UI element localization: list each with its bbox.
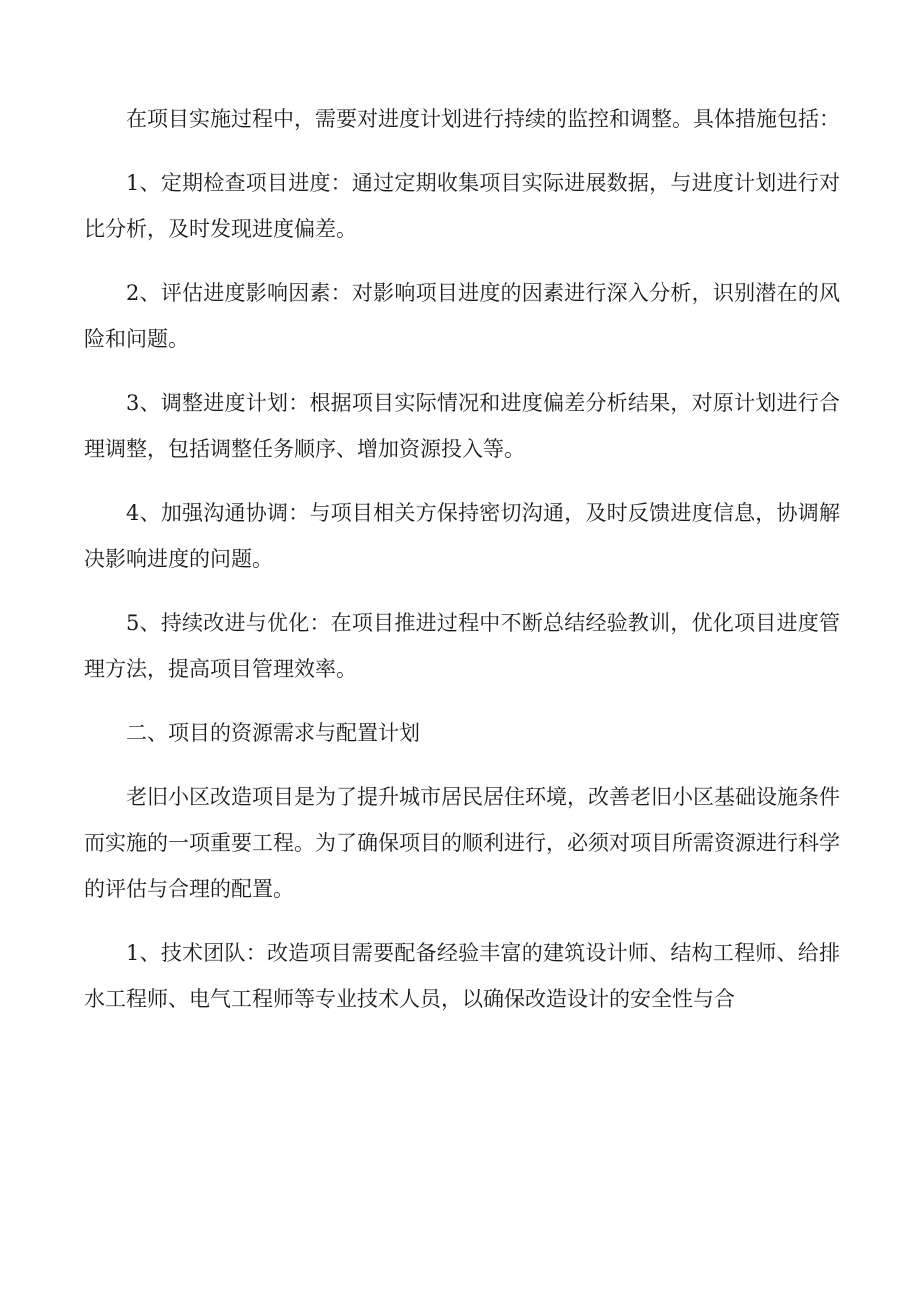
paragraph-item-2: 2、评估进度影响因素：对影响项目进度的因素进行深入分析，识别潜在的风险和问题。 (84, 281, 840, 351)
paragraph-item-4: 4、加强沟通协调：与项目相关方保持密切沟通，及时反馈进度信息，协调解决影响进度的问题。 (84, 501, 840, 571)
section-heading: 二、项目的资源需求与配置计划 (126, 721, 420, 745)
paragraph-item-1: 1、定期检查项目进度：通过定期收集项目实际进展数据，与进度计划进行对比分析，及时发现进度偏差。 (84, 171, 840, 241)
paragraph-intro: 在项目实施过程中，需要对进度计划进行持续的监控和调整。具体措施包括： (126, 107, 840, 131)
paragraph-section-intro: 老旧小区改造项目是为了提升城市居民居住环境，改善老旧小区基础设施条件而实施的一项重要工程。为了确保项目的顺利进行，必须对项目所需资源进行科学的评估与合理的配置。 (84, 785, 840, 901)
paragraph-section-item-1: 1、技术团队：改造项目需要配备经验丰富的建筑设计师、结构工程师、给排水工程师、电气工程师等专业技术人员，以确保改造设计的安全性与合 (84, 941, 840, 1011)
paragraph-item-5: 5、持续改进与优化：在项目推进过程中不断总结经验教训，优化项目进度管理方法，提高项目管理效率。 (84, 611, 840, 681)
paragraph-item-3: 3、调整进度计划：根据项目实际情况和进度偏差分析结果，对原计划进行合理调整，包括调整任务顺序、增加资源投入等。 (84, 391, 840, 461)
document-body (84, 96, 840, 1040)
